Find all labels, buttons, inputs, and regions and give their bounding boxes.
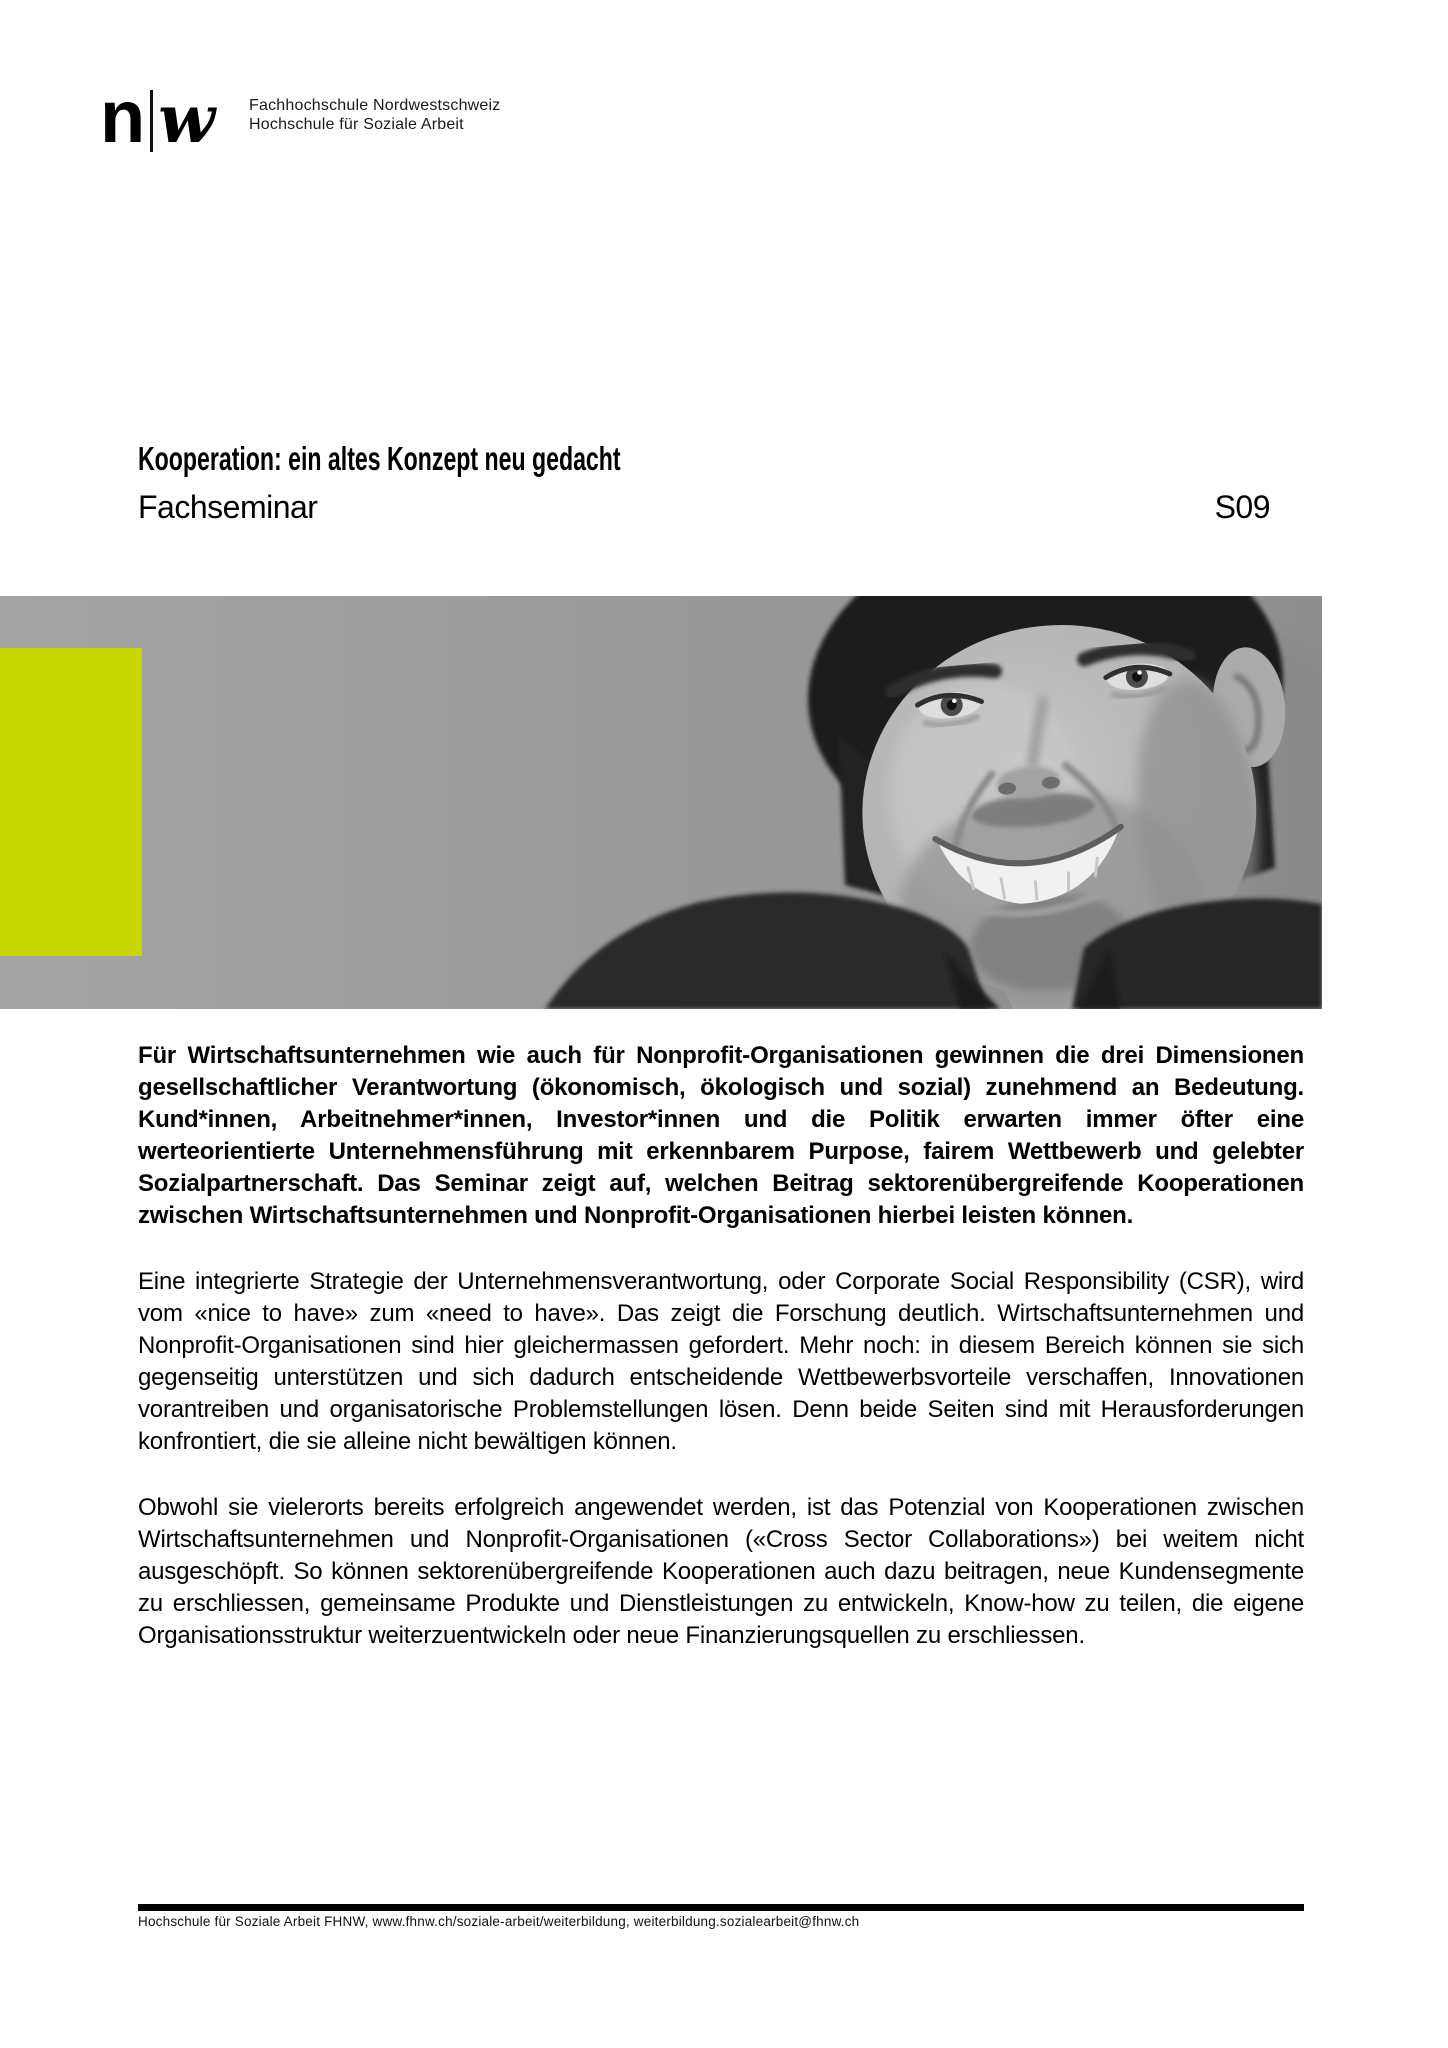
- header-photo: [0, 596, 1322, 1009]
- page-title: Kooperation: ein altes Konzept neu gedacht: [138, 440, 621, 477]
- fhnw-logo: [100, 75, 501, 158]
- paragraph-3: Obwohl sie vielerorts bereits erfolgreich angewendet werden, ist das Potenzial von Kooperationen zwischen Wirtschaftsunternehmen und Nonprofit-Organisationen («Cross Sector Collaborations») bei weitem nicht ausgeschöpft. So können sektorenübergreifende Kooperationen auch dazu beitragen, neue Kundensegmente zu erschliessen, gemeinsame Produkte und Dienstleistungen zu entwickeln, Know-how zu teilen, die eigene Organisationsstruktur weiterzuentwickeln oder neue Finanzierungsquellen zu erschliessen.: [138, 1494, 1304, 1649]
- paragraph-2: Eine integrierte Strategie der Unternehmensverantwortung, oder Corporate Social Responsibility (CSR), wird vom «nice to have» zum «need to have». Das zeigt die Forschung deutlich. Wirtschaftsunternehmen und Nonprofit-Organisationen sind hier gleichermassen gefordert. Mehr noch: in diesem Bereich können sie sich gegenseitig unterstützen und sich dadurch entscheidende Wettbewerbsvorteile verschaffen, Innovationen vorantreiben und organisatorische Problemstellungen lösen. Denn beide Seiten sind mit Herausforderungen konfrontiert, die sie alleine nicht bewältigen können.: [138, 1268, 1304, 1455]
- footer-contact-line: Hochschule für Soziale Arbeit FHNW, www.fhnw.ch/soziale-arbeit/weiterbildung, weiterbildung.sozialearbeit@fhnw.ch: [138, 1914, 860, 1929]
- logo-divider-bar: [150, 90, 153, 152]
- lead-paragraph: Für Wirtschaftsunternehmen wie auch für Nonprofit-Organisationen gewinnen die drei Dimensionen gesellschaftlicher Verantwortung (ökonomisch, ökologisch und sozial) zunehmend an Bedeutung. Kund*innen, Arbeitnehmer*innen, Investor*innen und die Politik erwarten immer öfter eine werteorientierte Unternehmensführung mit erkennbarem Purpose, fairem Wettbewerb und gelebter Sozialpartnerschaft. Das Seminar zeigt auf, welchen Beitrag sektorenübergreifende Kooperationen zwischen Wirtschaftsunternehmen und Nonprofit-Organisationen hierbei leisten können.: [138, 1042, 1304, 1229]
- logo-letter-n: n: [100, 75, 144, 158]
- seminar-type-label: Fachseminar: [138, 489, 318, 525]
- page-footer: [138, 1904, 1304, 1929]
- org-name-line2: Hochschule für Soziale Arbeit: [249, 115, 464, 133]
- logo-wordmark: [249, 97, 500, 134]
- subtitle-row: [138, 489, 1304, 526]
- accent-color-block: [0, 648, 142, 956]
- portrait-photo: [0, 596, 1322, 1009]
- body-text: [138, 1040, 1304, 1652]
- footer-rule: [138, 1904, 1304, 1911]
- org-name-line1: Fachhochschule Nordwestschweiz: [249, 97, 501, 114]
- fhnw-logo-icon: [100, 75, 216, 158]
- logo-letter-w: w: [158, 80, 216, 158]
- seminar-code: S09: [1214, 489, 1270, 525]
